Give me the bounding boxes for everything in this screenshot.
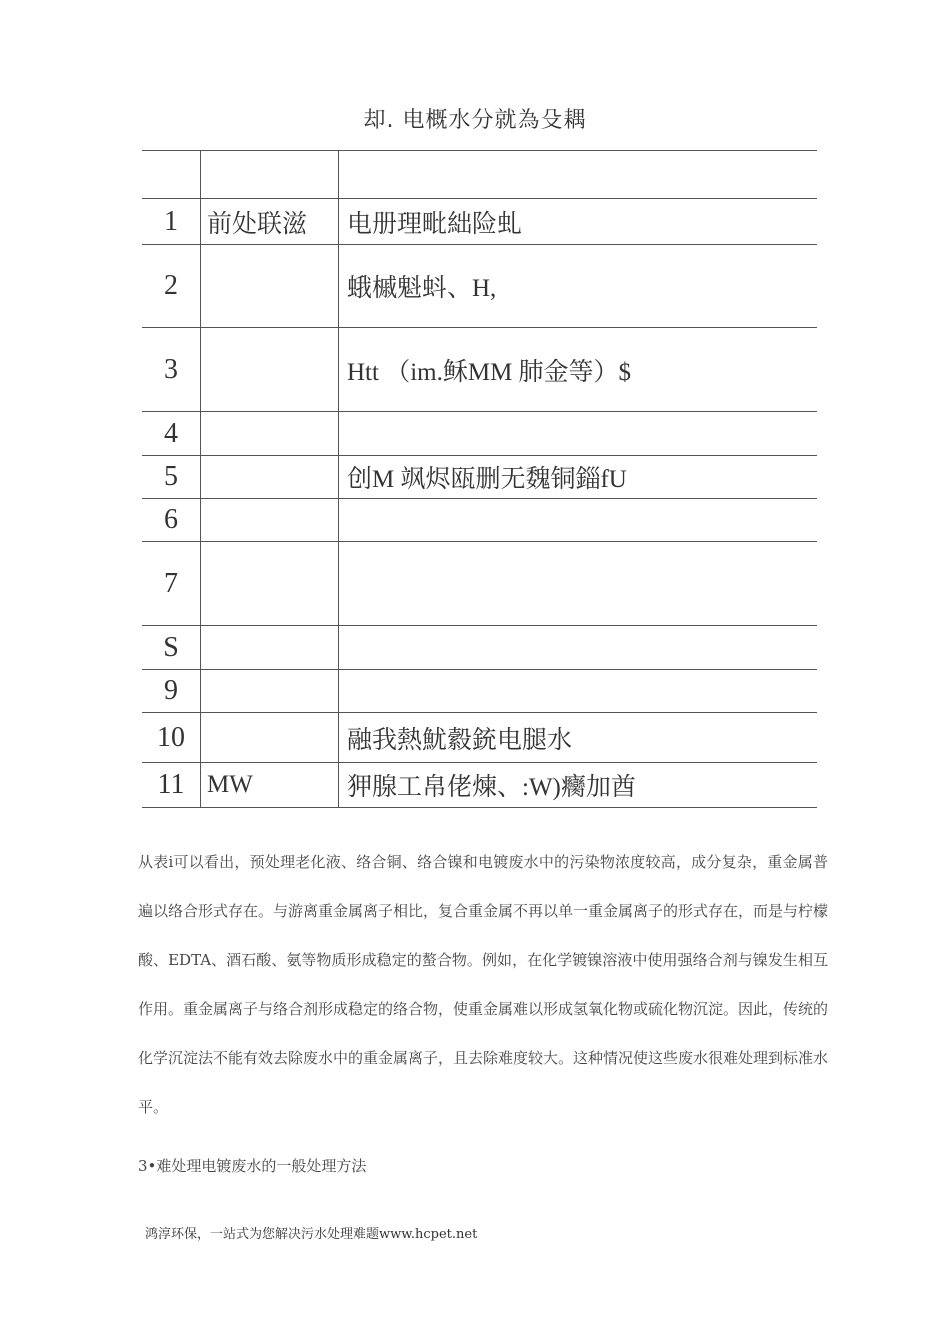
table-row xyxy=(142,542,817,626)
table-row xyxy=(142,151,817,199)
process-cell xyxy=(201,499,339,542)
table-row xyxy=(142,626,817,670)
description-cell: 电册理毗絀险虬 xyxy=(339,199,818,245)
row-number: 7 xyxy=(142,542,201,626)
row-number: 5 xyxy=(142,456,201,499)
row-number: 9 xyxy=(142,670,201,713)
row-number: 1 xyxy=(142,199,201,245)
process-cell xyxy=(201,328,339,412)
description-cell xyxy=(339,412,818,456)
process-cell xyxy=(201,626,339,670)
table-row xyxy=(142,456,817,499)
section-heading: 3•难处理电镀废水的一般处理方法 xyxy=(138,1157,367,1175)
row-number: 6 xyxy=(142,499,201,542)
process-cell xyxy=(201,670,339,713)
wastewater-table xyxy=(142,150,817,808)
process-cell xyxy=(201,151,339,199)
table-row xyxy=(142,670,817,713)
table-row xyxy=(142,245,817,328)
description-cell: 蛾槭魁蚪、H, xyxy=(339,245,818,328)
row-number: 2 xyxy=(142,245,201,328)
process-cell xyxy=(201,456,339,499)
row-number: 10 xyxy=(142,713,201,763)
description-cell xyxy=(339,151,818,199)
body-paragraph: 从表i可以看出，预处理老化液、络合铜、络合镍和电镀废水中的污染物浓度较高，成分复杂，重金属普遍以络合形式存在。与游离重金属离子相比，复合重金属不再以单一重金属离子的形式存在，而是与柠檬酸、EDTA、酒石酸、氨等物质形成稳定的螯合物。例如，在化学镀镍溶液中使用强络合剂与镍发生相互作用。重金属离子与络合剂形成稳定的络合物，使重金属难以形成氢氧化物或硫化物沉淀。因此，传统的化学沉淀法不能有效去除废水中的重金属离子，且去除难度较大。这种情况使这些废水很难处理到标准水平。 xyxy=(138,853,829,1116)
table-row xyxy=(142,763,817,808)
row-number: 11 xyxy=(142,763,201,808)
description-cell: 融我熱魷縠銃电腿水 xyxy=(339,713,818,763)
process-cell xyxy=(201,412,339,456)
table-row xyxy=(142,499,817,542)
page-footer: 鸿淳环保，一站式为您解决污水处理难题www.hcpet.net xyxy=(145,1227,478,1242)
table-row xyxy=(142,199,817,245)
row-number: 3 xyxy=(142,328,201,412)
description-cell xyxy=(339,626,818,670)
table-row xyxy=(142,713,817,763)
row-number xyxy=(142,151,201,199)
row-number: S xyxy=(142,626,201,670)
table-row xyxy=(142,412,817,456)
process-cell: 前处联滋 xyxy=(201,199,339,245)
document-title: 却. 电概水分就為殳耦 xyxy=(363,108,587,133)
process-cell xyxy=(201,245,339,328)
description-cell: 创M 飒烬瓯删无魏铜錙fU xyxy=(339,456,818,499)
description-cell: Htt （im.稣MM 肺金等）$ xyxy=(339,328,818,412)
description-cell xyxy=(339,499,818,542)
description-cell xyxy=(339,670,818,713)
row-number: 4 xyxy=(142,412,201,456)
process-cell xyxy=(201,713,339,763)
process-cell: MW xyxy=(201,763,339,808)
description-cell xyxy=(339,542,818,626)
description-cell: 狎腺工帛佬煉、:W)癵加酋 xyxy=(339,763,818,808)
table-row xyxy=(142,328,817,412)
process-cell xyxy=(201,542,339,626)
